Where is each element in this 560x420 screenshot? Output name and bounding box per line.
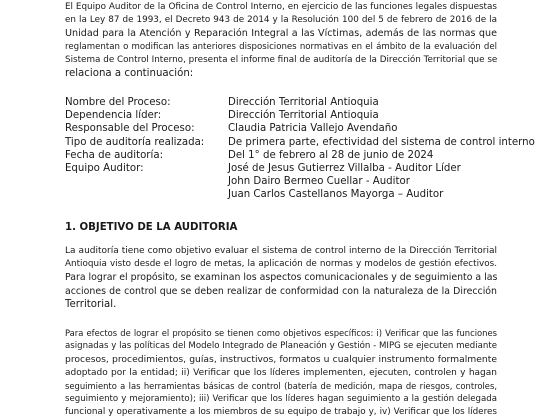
detail-row <box>65 136 535 149</box>
objective-line: Territorial. <box>65 298 117 310</box>
specific-line: asignadas y las políticas del Modelo Integrado de Planeación y Gestión - MIPG se ejecuten mediante <box>65 341 497 352</box>
specific-objectives-paragraph <box>65 327 497 419</box>
detail-value: Dirección Territorial Antioquia <box>228 110 379 122</box>
objective-line: Antioquia visto desde el logro de metas, la aplicación de normas y modelos de gestión efectivos. <box>65 259 497 270</box>
detail-value: De primera parte, efectividad del sistema de control interno <box>228 136 535 148</box>
section-heading: 1. OBJETIVO DE LA AUDITORIA <box>65 222 238 233</box>
detail-row <box>65 175 505 188</box>
detail-label: Dependencia líder: <box>65 110 162 122</box>
detail-value: Dirección Territorial Antioquia <box>228 97 379 108</box>
detail-row <box>65 109 505 122</box>
intro-line: en la Ley 87 de 1993, el Decreto 943 de 2014 y la Resolución 100 del 5 de febrero de 2016 de la <box>65 15 497 26</box>
intro-line: reglamentan o modifican las anteriores disposiciones normativas en el ámbito de la evaluación del <box>65 41 497 52</box>
detail-value: Juan Carlos Castellanos Mayorga – Auditor <box>228 189 444 201</box>
specific-line: seguimiento a las herramientas básicas de control (batería de medición, mapa de riesgos, controles, <box>65 380 497 391</box>
objective-line: La auditoría tiene como objetivo evaluar el sistema de control interno de la Dirección Territorial <box>65 246 497 256</box>
detail-value: Claudia Patricia Vallejo Avendaño <box>228 123 398 135</box>
detail-label: Nombre del Proceso: <box>65 97 171 108</box>
intro-paragraph <box>65 1 497 80</box>
detail-row <box>65 149 505 162</box>
specific-line: procesos, procedimientos, guías, instructivos, formatos u cualquier instrumento formalmente <box>65 354 497 366</box>
audit-details <box>65 96 535 202</box>
detail-label: Tipo de auditoría realizada: <box>65 136 205 148</box>
objective-line: Para lograr el propósito, se examinan los aspectos comunicacionales y de seguimiento a las <box>65 272 497 284</box>
intro-line: relaciona a continuación: <box>65 68 194 80</box>
detail-label: Equipo Auditor: <box>65 162 144 174</box>
detail-row <box>65 96 505 109</box>
detail-value: Del 1° de febrero al 28 de junio de 2024 <box>228 149 434 161</box>
detail-value: John Dairo Bermeo Cuellar - Auditor <box>228 176 410 188</box>
detail-row <box>65 122 505 135</box>
objective-line: acciones de control que se deben realizar de conformidad con la naturaleza de la Dirección <box>65 285 497 297</box>
objective-paragraph <box>65 245 497 311</box>
specific-line: adoptado por la entidad; ii) Verificar que los líderes implementen, ejecuten, controlen y hagan <box>65 367 497 378</box>
intro-line: El Equipo Auditor de la Oficina de Control Interno, en ejercicio de las funciones legales dispuestas <box>65 2 497 12</box>
specific-line: Para efectos de lograr el propósito se tienen como objetivos específicos: i) Verificar que las funciones <box>65 328 497 338</box>
detail-row <box>65 188 505 201</box>
detail-label: Fecha de auditoría: <box>65 149 163 161</box>
detail-value: José de Jesus Gutierrez Villalba - Auditor Líder <box>228 162 461 174</box>
detail-label: Responsable del Proceso: <box>65 123 195 135</box>
detail-row <box>65 162 505 175</box>
intro-line: Unidad para la Atención y Reparación Integral a las Víctimas, además de las normas que <box>65 28 497 40</box>
intro-line: Sistema de Control Interno, presenta el informe final de auditoría de la Dirección Territorial que se <box>65 54 497 65</box>
specific-line: seguimiento y mejoramiento); iii) Verificar que los líderes hagan seguimiento a la gestión delegada <box>65 394 497 405</box>
specific-line: funcional y operativamente a los miembros de su equipo de trabajo y, iv) Verificar que los líderes <box>65 407 497 418</box>
